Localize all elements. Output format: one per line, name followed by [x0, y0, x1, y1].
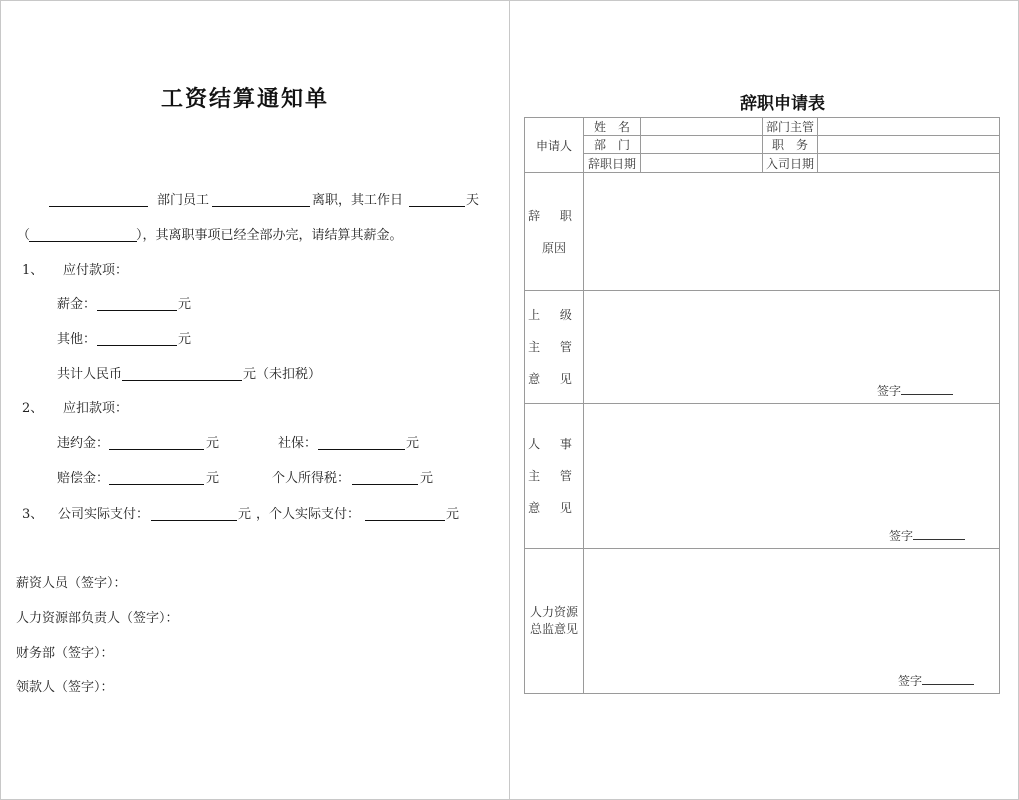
- hr-signature: [889, 527, 965, 544]
- salary-field[interactable]: [97, 310, 177, 311]
- hr-director-label-line: 总监意见: [529, 622, 578, 636]
- personal-pay-field[interactable]: [365, 520, 445, 521]
- supervisor-label-line: 意 见: [528, 372, 580, 386]
- other-unit: 元: [178, 332, 192, 347]
- personal-pay-label: ，个人实际支付：: [256, 507, 361, 522]
- section1-num: 1、: [22, 263, 44, 278]
- section2-label: 应扣款项：: [63, 401, 129, 416]
- resign-date-value[interactable]: [641, 154, 763, 173]
- company-pay-field[interactable]: [151, 520, 237, 521]
- dept-value[interactable]: [641, 136, 763, 154]
- breach-label: 违约金：: [57, 436, 110, 451]
- signature-line[interactable]: [901, 384, 953, 395]
- compensation-field[interactable]: [109, 484, 204, 485]
- supervisor-label-line: 主 管: [528, 340, 580, 354]
- breach-unit: 元: [206, 436, 220, 451]
- social-unit: 元: [406, 436, 420, 451]
- employee-field[interactable]: [212, 206, 310, 207]
- dept-manager-value[interactable]: [818, 118, 1000, 136]
- leave-text: 离职，其工作日: [312, 193, 404, 208]
- name-label: 姓 名: [584, 118, 641, 136]
- social-field[interactable]: [318, 449, 405, 450]
- reason-label: [525, 173, 584, 291]
- compensation-label: 赔偿金：: [57, 471, 110, 486]
- supervisor-opinion-label: [525, 291, 584, 404]
- form-title: 辞职申请表: [740, 94, 825, 114]
- company-pay-label: 公司实际支付：: [58, 507, 150, 522]
- total-field[interactable]: [122, 380, 242, 381]
- section1-label: 应付款项：: [63, 263, 129, 278]
- resign-date-label: 辞职日期: [584, 154, 641, 173]
- breach-field[interactable]: [109, 449, 204, 450]
- salary-label: 薪金：: [57, 297, 97, 312]
- personal-pay-unit: 元: [446, 507, 460, 522]
- hr-director-label-line: 人力资源: [529, 605, 578, 619]
- signature-line[interactable]: [922, 674, 974, 685]
- income-tax-field[interactable]: [352, 484, 418, 485]
- payroll-signature: 薪资人员（签字）：: [16, 576, 127, 591]
- dept-label: 部 门: [584, 136, 641, 154]
- signature-label: 签字: [888, 529, 913, 543]
- dept-field[interactable]: [49, 206, 148, 207]
- dept-suffix-text: 部门员工: [157, 193, 210, 208]
- reason-field[interactable]: [29, 241, 137, 242]
- hr-label-line: 意 见: [528, 501, 580, 515]
- finance-signature: 财务部（签字）：: [16, 646, 114, 661]
- compensation-unit: 元: [206, 471, 220, 486]
- supervisor-opinion-value[interactable]: [584, 291, 1000, 404]
- section2-num: 2、: [22, 401, 44, 416]
- recipient-signature: 领款人（签字）：: [16, 680, 114, 695]
- line2-text: ），其离职事项已经全部办完，请结算其薪金。: [136, 228, 403, 243]
- hr-head-signature: 人力资源部负责人（签字）：: [16, 611, 179, 626]
- supervisor-label-line: 上 级: [528, 308, 580, 322]
- company-pay-unit: 元: [238, 507, 252, 522]
- income-tax-unit: 元: [420, 471, 434, 486]
- position-value[interactable]: [818, 136, 1000, 154]
- join-date-value[interactable]: [818, 154, 1000, 173]
- hr-opinion-label: [525, 404, 584, 549]
- page-divider: [509, 0, 510, 800]
- resignation-table: [524, 117, 1000, 694]
- applicant-label: 申请人: [525, 118, 584, 173]
- name-value[interactable]: [641, 118, 763, 136]
- reason-value[interactable]: [584, 173, 1000, 291]
- day-unit: 天: [466, 193, 480, 208]
- hr-label-line: 主 管: [528, 469, 580, 483]
- reason-label-line: 原因: [541, 240, 566, 255]
- signature-label: 签字: [876, 384, 901, 398]
- hr-director-label: [525, 549, 584, 694]
- join-date-label: 入司日期: [763, 154, 818, 173]
- income-tax-label: 个人所得税：: [272, 471, 351, 486]
- open-paren: （: [17, 228, 31, 243]
- total-unit: 元（未扣税）: [243, 367, 322, 382]
- hr-director-opinion-value[interactable]: [584, 549, 1000, 694]
- social-label: 社保：: [278, 436, 318, 451]
- signature-line[interactable]: [913, 529, 965, 540]
- signature-label: 签字: [897, 674, 922, 688]
- position-label: 职 务: [763, 136, 818, 154]
- hr-director-signature: [898, 672, 974, 689]
- hr-opinion-value[interactable]: [584, 404, 1000, 549]
- reason-label-line: 辞 职: [528, 208, 580, 223]
- other-label: 其他：: [57, 332, 97, 347]
- workdays-field[interactable]: [409, 206, 465, 207]
- other-field[interactable]: [97, 345, 177, 346]
- hr-label-line: 人 事: [528, 437, 580, 451]
- dept-manager-label: 部门主管: [763, 118, 818, 136]
- total-label: 共计人民币: [57, 367, 123, 382]
- salary-unit: 元: [178, 297, 192, 312]
- supervisor-signature: [877, 382, 953, 399]
- page-title: 工资结算通知单: [161, 86, 330, 112]
- section3-num: 3、: [22, 507, 44, 522]
